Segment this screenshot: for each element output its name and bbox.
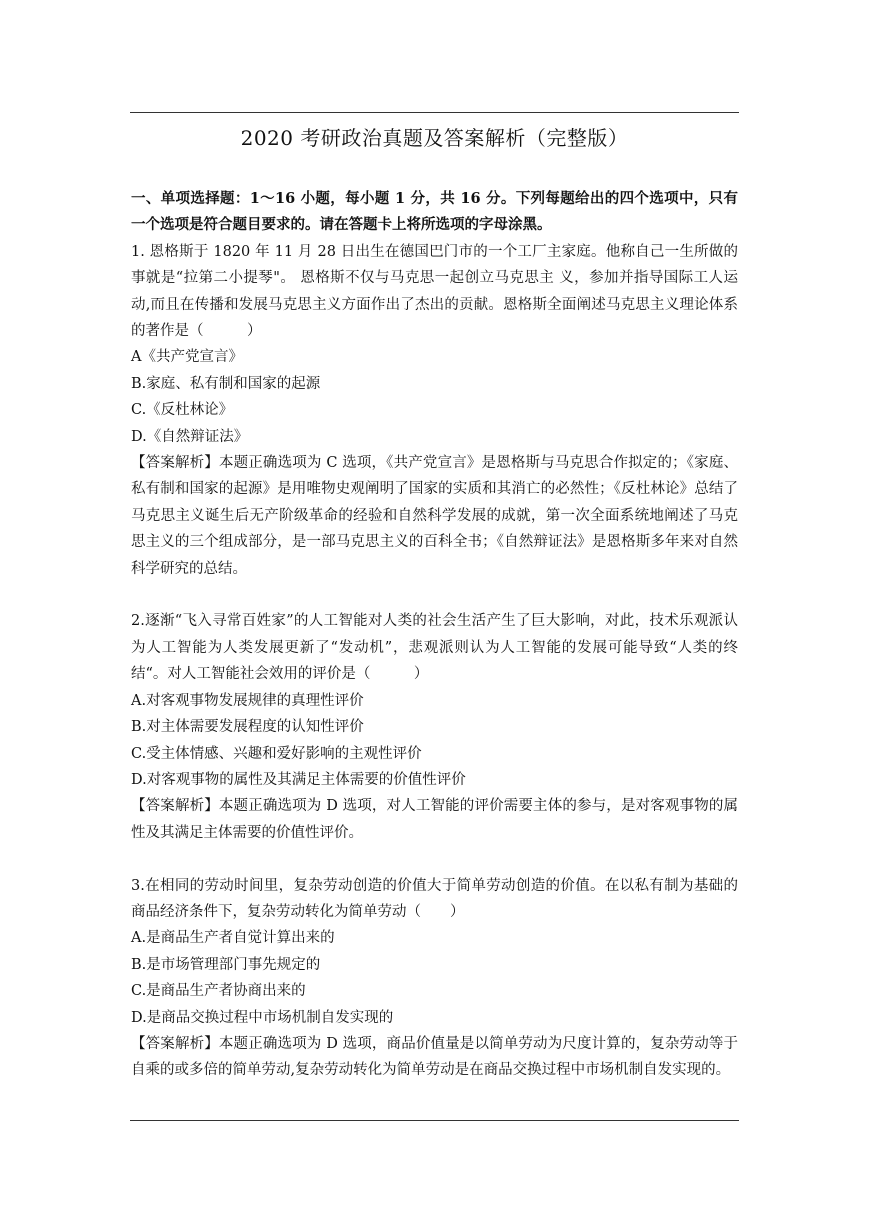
question-1-stem: 1. 恩格斯于 1820 年 11 月 28 日出生在德国巴门市的一个工厂主家庭。他称自己一生所做的事就是“拉第二小提琴"。 恩格斯不仅与马克思一起创立马克思主 义，参加并指导国际工人运动,而且在传播和发展马克思主义方面作出了杰出的贡献。恩格斯全面阐述马克思主义理论体系的著作是（ ） <box>131 243 738 340</box>
question-2-answer: 【答案解析】本题正确选项为 D 选项，对人工智能的评价需要主体的参与，是对客观事物的属性及其满足主体需要的价值性评价。 <box>131 798 738 841</box>
section-heading: 一、单项选择题：1～16 小题，每小题 1 分，共 16 分。下列每题给出的四个选项中，只有一个选项是符合题目要求的。请在答题卡上将所选项的字母涂黑。 <box>131 190 738 234</box>
question-3-stem: 3.在相同的劳动时间里，复杂劳动创造的价值大于简单劳动创造的价值。在以私有制为基础的商品经济条件下，复杂劳动转化为简单劳动（ ） <box>131 877 738 920</box>
header-rule <box>130 112 739 113</box>
footer-rule <box>130 1120 739 1121</box>
question-3-option-a: A.是商品生产者自觉计算出来的 <box>131 930 335 947</box>
question-1-answer: 【答案解析】本题正确选项为 C 选项，《共产党宣言》是恩格斯与马克思合作拟定的；《家庭、私有制和国家的起源》是用唯物史观阐明了国家的实质和其消亡的必然性；《反杜林论》总结了马克思主义诞生后无产阶级革命的经验和自然科学发展的成就，第一次全面系统地阐述了马克思主义的三个组成部分，是一部马克思主义的百科全书；《自然辩证法》是恩格斯多年来对自然科学研究的总结。 <box>131 455 738 577</box>
question-2-option-d: D.对客观事物的属性及其满足主体需要的价值性评价 <box>131 771 466 788</box>
question-1-option-d: D.《自然辩证法》 <box>131 428 249 445</box>
question-1-option-b: B.家庭、私有制和国家的起源 <box>131 375 321 392</box>
question-2-stem: 2.逐渐“飞入寻常百姓家”的人工智能对人类的社会生活产生了巨大影响，对此，技术乐观派认为人工智能为人类发展更新了“发动机”，悲观派则认为人工智能的发展可能导致“人类的终结“。对人工智能社会效用的评价是（ ） <box>131 613 738 683</box>
question-2-option-b: B.对主体需要发展程度的认知性评价 <box>131 719 364 736</box>
paragraph-gap <box>131 846 738 872</box>
question-2-option-a: A.对客观事物发展规律的真理性评价 <box>131 692 364 709</box>
document-body <box>131 186 738 1084</box>
document-title: 2020 考研政治真题及答案解析（完整版） <box>240 126 629 150</box>
question-3-answer: 【答案解析】本题正确选项为 D 选项，商品价值量是以简单劳动为尺度计算的，复杂劳动等于自乘的或多倍的简单劳动,复杂劳动转化为简单劳动是在商品交换过程中市场机制自发实现的。 <box>131 1035 738 1079</box>
question-3-option-d: D.是商品交换过程中市场机制自发实现的 <box>131 1009 394 1026</box>
question-3-option-b: B.是市场管理部门事先规定的 <box>131 956 321 973</box>
paragraph-gap <box>131 582 738 608</box>
question-3-option-c: C.是商品生产者协商出来的 <box>131 983 306 1000</box>
question-1-option-c: C.《反杜林论》 <box>131 402 234 419</box>
question-1-option-a: A《共产党宣言》 <box>131 349 243 366</box>
question-2-option-c: C.受主体情感、兴趣和爱好影响的主观性评价 <box>131 745 422 762</box>
